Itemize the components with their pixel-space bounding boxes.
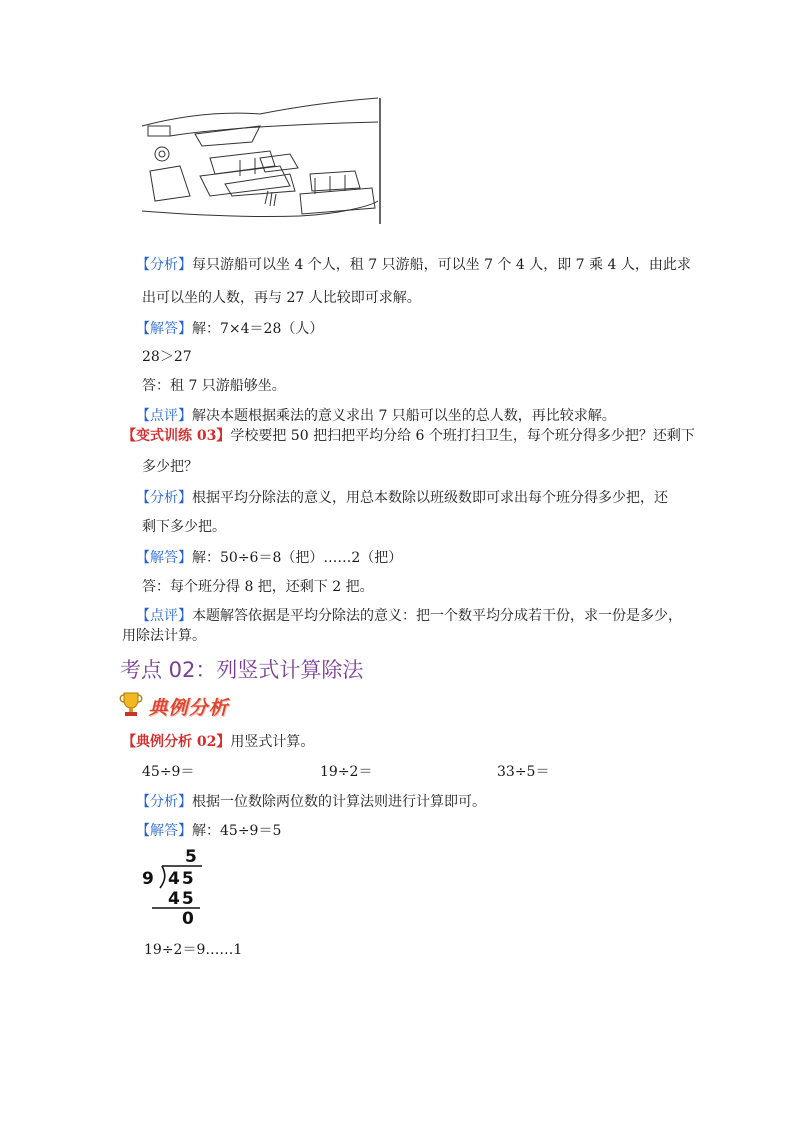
analysis-tag: 【分析】	[136, 794, 192, 810]
comment-text: 解决本题根据乘法的意义求出 7 只船可以坐的总人数，再比较求解。	[192, 408, 616, 424]
answer-tag: 【解答】	[136, 823, 192, 839]
answer-text: 解：7×4＝28（人）	[192, 321, 324, 337]
variant03-question-cont: 多少把？	[142, 459, 198, 475]
division-remainder: 0	[182, 909, 194, 926]
example1-answer	[136, 319, 323, 339]
answer-tag: 【解答】	[136, 550, 192, 566]
variant-tag: 【变式训练 03】	[122, 428, 231, 444]
example1-analysis-cont: 出可以坐的人数，再与 27 人比较即可求解。	[142, 290, 421, 306]
variant03-comment-cont: 用除法计算。	[122, 628, 206, 644]
example1-analysis	[136, 255, 691, 275]
example02-tag: 【典例分析 02】	[122, 734, 231, 750]
variant03-analysis	[136, 488, 668, 508]
analysis-text: 根据一位数除两位数的计算法则进行计算即可。	[192, 794, 486, 810]
example1-compare: 28＞27	[142, 349, 192, 365]
division-product: 45	[168, 889, 196, 909]
analysis-text: 每只游船可以坐 4 个人，租 7 只游船，可以坐 7 个 4 人，即 7 乘 4 人，由此求	[192, 257, 691, 273]
answer-tag: 【解答】	[136, 321, 192, 337]
section-heading: 考点 02：列竖式计算除法	[120, 658, 364, 682]
division-divisor: 9	[142, 869, 154, 889]
variant-question-text: 学校要把 50 把扫把平均分给 6 个班打扫卫生，每个班分得多少把？还剩下	[230, 428, 695, 444]
trophy-icon	[118, 690, 144, 722]
badge-text: 典例分析	[148, 696, 229, 719]
example02-analysis	[136, 792, 486, 812]
variant03-answer-conclusion: 答：每个班分得 8 把，还剩下 2 把。	[142, 579, 374, 595]
example02-question-text: 用竖式计算。	[230, 734, 315, 750]
example1-comment	[136, 406, 616, 426]
answer-text: 解：45÷9＝5	[192, 823, 282, 839]
example02-question	[122, 732, 314, 752]
analysis-tag: 【分析】	[136, 257, 192, 273]
variant03-answer	[136, 548, 402, 568]
division-quotient: 5	[185, 847, 197, 867]
example02-answer	[136, 821, 281, 841]
boat-illustration	[140, 96, 385, 226]
analysis-tag: 【分析】	[136, 490, 192, 506]
variant03-comment	[136, 606, 682, 626]
analysis-text: 根据平均分除法的意义，用总本数除以班级数即可求出每个班分得多少把，还	[192, 490, 668, 506]
long-division-diagram	[138, 846, 208, 926]
answer-text: 解：50÷6＝8（把）……2（把）	[192, 550, 403, 566]
division-dividend: 45	[168, 869, 196, 889]
comment-text: 本题解答依据是平均分除法的意义：把一个数平均分成若干份，求一份是多少，	[192, 608, 682, 624]
example1-answer-conclusion: 答：租 7 只游船够坐。	[142, 378, 286, 394]
comment-tag: 【点评】	[136, 408, 192, 424]
problem-1: 45÷9＝	[142, 764, 195, 780]
variant03-question	[122, 426, 695, 446]
example02-answer-2: 19÷2＝9……1	[144, 942, 243, 958]
variant03-analysis-cont: 剩下多少把。	[142, 519, 226, 535]
example-badge	[118, 690, 228, 720]
comment-tag: 【点评】	[136, 608, 192, 624]
problem-3: 33÷5＝	[497, 764, 550, 780]
problem-2: 19÷2＝	[320, 764, 373, 780]
